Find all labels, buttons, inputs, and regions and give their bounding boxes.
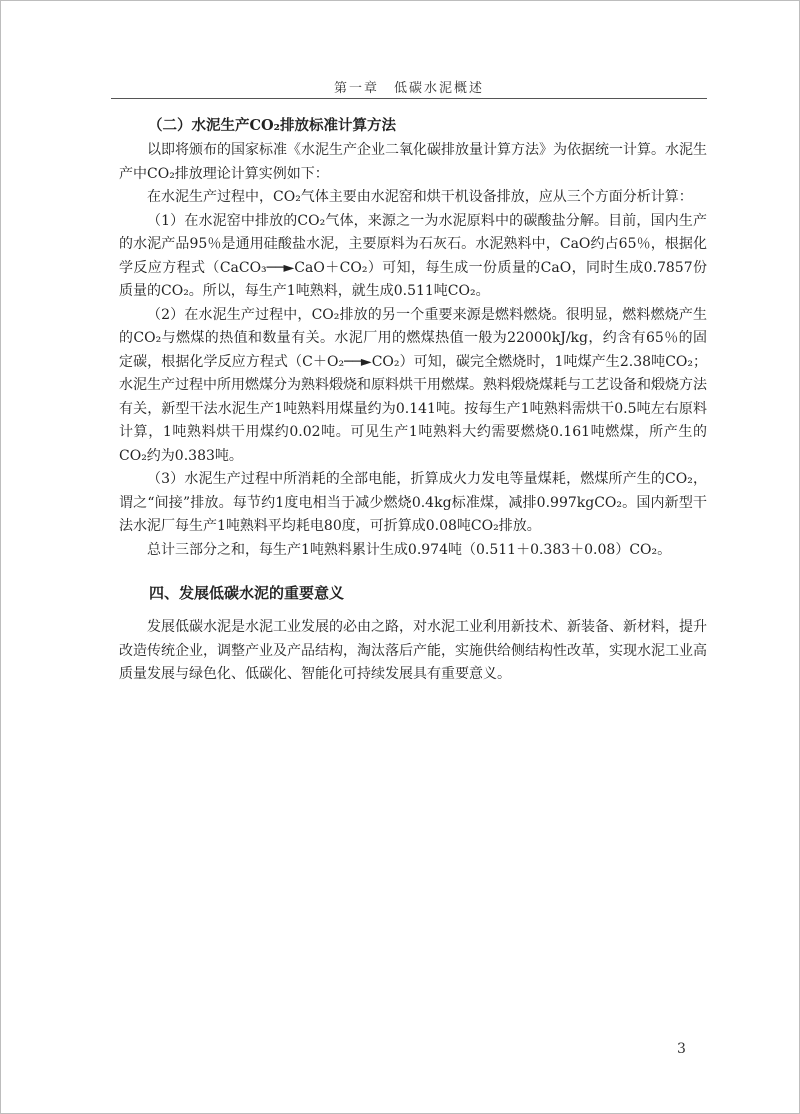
header-rule <box>111 98 707 99</box>
paragraph: （3）水泥生产过程中所消耗的全部电能，折算成火力发电等量煤耗，燃煤所产生的CO₂，谓之“间接”排放。每节约1度电相当于减少燃烧0.4kg标准煤，减排0.997kgCO₂。国内新型干法水泥厂每生产1吨熟料平均耗电80度，可折算成0.08吨CO₂排放。 <box>119 471 707 534</box>
section-heading-significance: 四、发展低碳水泥的重要意义 <box>149 584 345 602</box>
paragraph: （1）在水泥窑中排放的CO₂气体，来源之一为水泥原料中的碳酸盐分解。目前，国内生产的水泥产品95％是通用硅酸盐水泥，主要原料为石灰石。水泥熟料中，CaO约占65％，根据化学反应方程式（CaCO₃──►CaO＋CO₂）可知，每生成一份质量的CaO，同时生成0.7857份质量的CO₂。所以，每生产1吨熟料，就生成0.511吨CO₂。 <box>119 212 707 299</box>
running-header: 第一章 低碳水泥概述 <box>333 81 484 96</box>
paragraph: 以即将颁布的国家标准《水泥生产企业二氧化碳排放量计算方法》为依据统一计算。水泥生产中CO₂排放理论计算实例如下： <box>119 142 707 182</box>
page-number: 3 <box>677 1041 686 1057</box>
paragraph: （2）在水泥生产过程中，CO₂排放的另一个重要来源是燃料燃烧。很明显，燃料燃烧产生的CO₂与燃煤的热值和数量有关。水泥厂用的燃煤热值一般为22000kJ/kg，约含有65％的固定碳，根据化学反应方程式（C＋O₂──►CO₂）可知，碳完全燃烧时，1吨煤产生2.38吨CO₂；水泥生产过程中所用燃煤分为熟料煅烧和原料烘干用燃煤。熟料煅烧煤耗与工艺设备和煅烧方法有关，新型干法水泥生产1吨熟料用煤量约为0.141吨。按每生产1吨熟料需烘干0.5吨左右原料计算，1吨熟料烘干用煤约0.02吨。可见生产1吨熟料大约需要燃烧0.161吨燃煤，所产生的CO₂约为0.383吨。 <box>119 306 707 464</box>
page-content <box>119 113 707 687</box>
section-heading-co2-method: （二）水泥生产CO₂排放标准计算方法 <box>148 117 397 134</box>
paragraph: 总计三部分之和，每生产1吨熟料累计生成0.974吨（0.511＋0.383＋0.08）CO₂。 <box>147 541 672 558</box>
paragraph: 发展低碳水泥是水泥工业发展的必由之路，对水泥工业利用新技术、新装备、新材料，提升改造传统企业，调整产业及产品结构，淘汰落后产能，实施供给侧结构性改革，实现水泥工业高质量发展与绿色化、低碳化、智能化可持续发展具有重要意义。 <box>119 619 707 682</box>
paragraph: 在水泥生产过程中，CO₂气体主要由水泥窑和烘干机设备排放，应从三个方面分析计算： <box>147 189 693 205</box>
